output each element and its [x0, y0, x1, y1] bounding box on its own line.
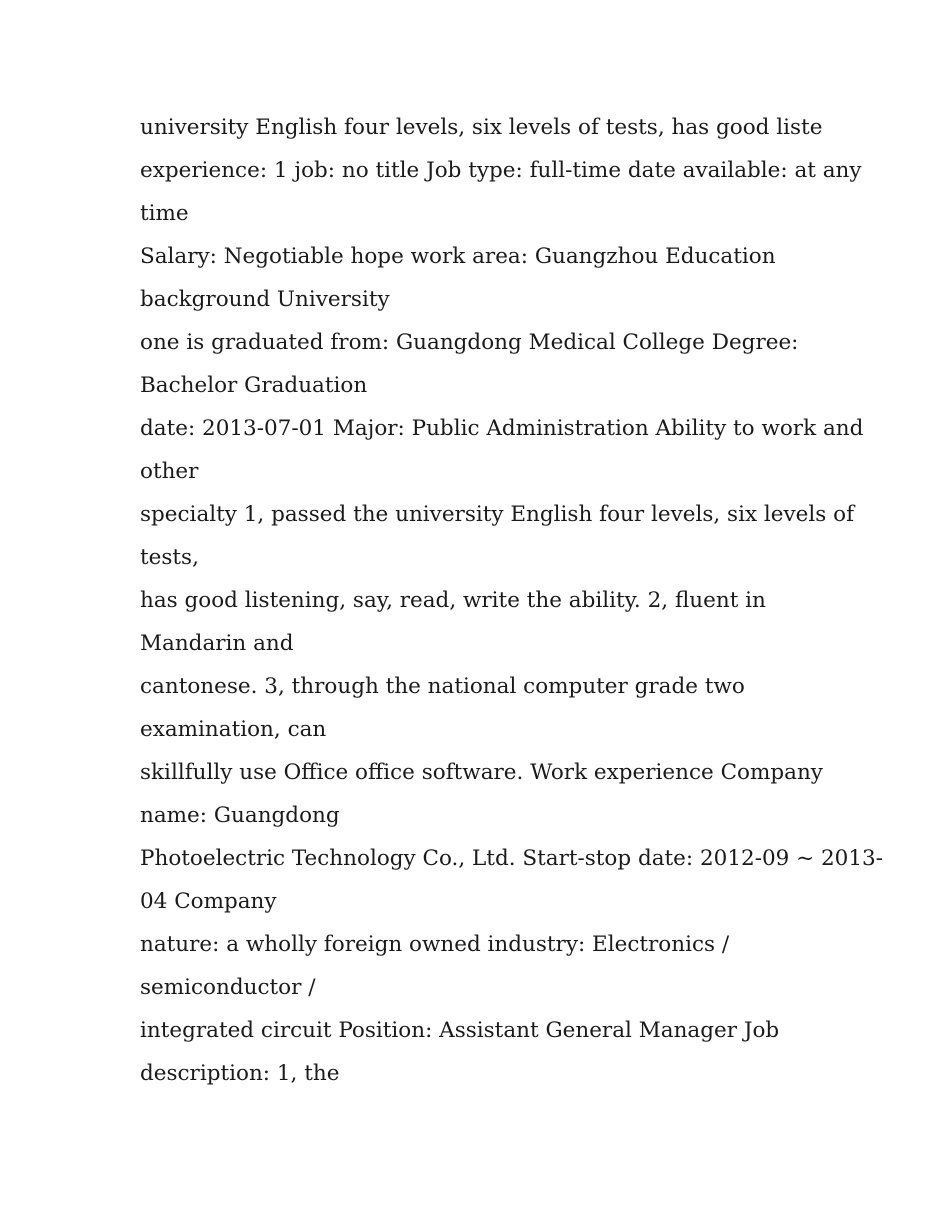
text-line: nature: a wholly foreign owned industry: Electronics /: [140, 932, 730, 957]
text-line: specialty 1, passed the university English four levels, six levels of: [140, 502, 855, 527]
text-line: Photoelectric Technology Co., Ltd. Start-stop date: 2012-09 ~ 2013-: [140, 846, 883, 871]
text-line: description: 1, the: [140, 1061, 340, 1086]
text-line: one is graduated from: Guangdong Medical College Degree:: [140, 330, 799, 355]
text-line: integrated circuit Position: Assistant General Manager Job: [140, 1018, 780, 1043]
text-line: time: [140, 201, 189, 226]
text-line: date: 2013-07-01 Major: Public Administration Ability to work and: [140, 416, 864, 441]
text-line: examination, can: [140, 717, 327, 742]
text-line: 04 Company: [140, 889, 277, 914]
text-line: name: Guangdong: [140, 803, 340, 828]
text-line: cantonese. 3, through the national computer grade two: [140, 674, 745, 699]
text-line: university English four levels, six levels of tests, has good liste: [140, 115, 823, 140]
text-line: semiconductor /: [140, 975, 316, 1000]
text-line: Mandarin and: [140, 631, 294, 656]
text-line: Bachelor Graduation: [140, 373, 368, 398]
text-line: Salary: Negotiable hope work area: Guangzhou Education: [140, 244, 776, 269]
text-line: experience: 1 job: no title Job type: full-time date available: at any: [140, 158, 862, 183]
text-line: has good listening, say, read, write the ability. 2, fluent in: [140, 588, 766, 613]
resume-text: [140, 106, 883, 1095]
text-line: skillfully use Office office software. Work experience Company: [140, 760, 823, 785]
text-line: background University: [140, 287, 390, 312]
text-line: tests,: [140, 545, 199, 570]
text-line: other: [140, 459, 199, 484]
